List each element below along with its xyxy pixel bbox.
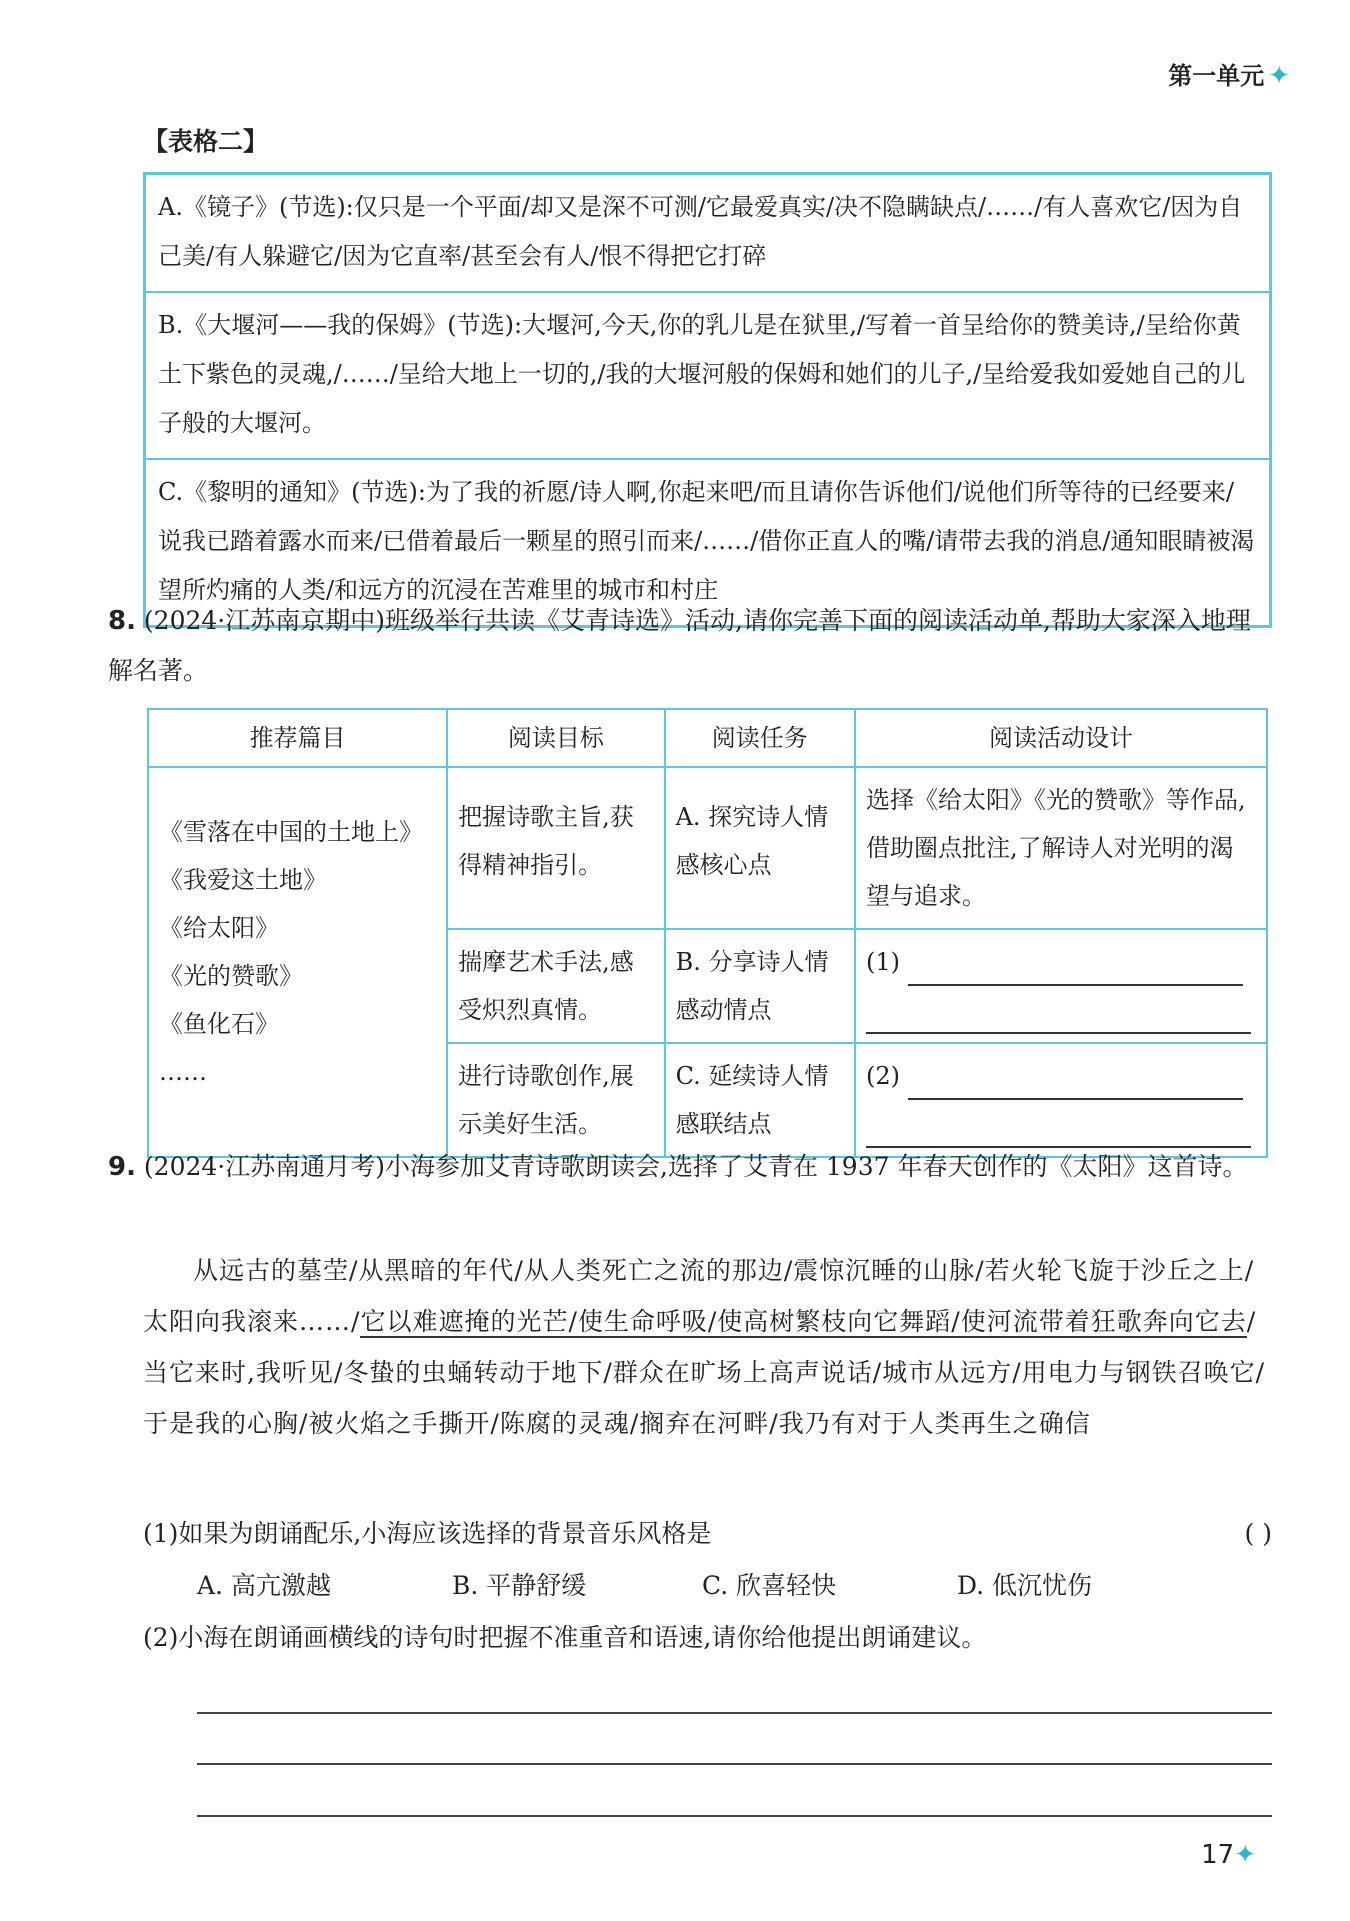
answer-parentheses[interactable]: ( ) [1244, 1519, 1272, 1548]
table2-row-c: C.《黎明的通知》(节选):为了我的祈愿/诗人啊,你起来吧/而且请你告诉他们/说他们所等待的已经要来/说我已踏着露水而来/已借着最后一颗星的照引而来/……/借你正直人的嘴/请带去我的消息/通知眼睛被渴望所灼痛的人类/和远方的沉浸在苦难里的城市和村庄 [158, 478, 1255, 604]
sub-question-1: (1)如果为朗诵配乐,小海应该选择的背景音乐风格是 ( ) [143, 1509, 1272, 1559]
task-cell: A. 探究诗人情感核心点 [665, 767, 855, 929]
option-d[interactable]: D. 低沉忧伤 [957, 1571, 1093, 1600]
title-item: 《我爱这土地》 [159, 866, 327, 894]
options-row [197, 1561, 1272, 1611]
poem-part: 从远古的墓茔/从黑暗的年代/从人类死亡之流的那边/震惊沉睡的山脉/若火轮飞旋于沙丘之上/太阳向我滚来……/ [143, 1256, 1255, 1336]
header-task: 阅读任务 [665, 709, 855, 767]
sub-question-2: (2)小海在朗诵画横线的诗句时把握不准重音和语速,请你给他提出朗诵建议。 [143, 1623, 987, 1652]
goal-cell: 揣摩艺术手法,感受炽烈真情。 [447, 929, 664, 1043]
question-9 [108, 1142, 1272, 1192]
blank-label: (1) [866, 948, 901, 976]
task-cell: B. 分享诗人情感动情点 [665, 929, 855, 1043]
task-cell: C. 延续诗人情感联结点 [665, 1043, 855, 1157]
answer-line[interactable] [197, 1712, 1272, 1714]
title-item: 《雪落在中国的土地上》 [159, 818, 423, 846]
design-cell [855, 929, 1267, 1043]
header-goal: 阅读目标 [447, 709, 664, 767]
question-8-text: (2024·江苏南京期中)班级举行共读《艾青诗选》活动,请你完善下面的阅读活动单,帮助大家深入地理解名著。 [108, 606, 1251, 685]
question-8-number: 8. [108, 606, 136, 636]
table2-row-a: A.《镜子》(节选):仅只是一个平面/却又是深不可测/它最爱真实/决不隐瞒缺点/……/有人喜欢它/因为自己美/有人躲避它/因为它直率/甚至会有人/恨不得把它打碎 [146, 175, 1269, 293]
title-item: 《鱼化石》 [159, 1010, 279, 1038]
table2-heading: 【表格二】 [143, 127, 269, 156]
option-a[interactable]: A. 高亢激越 [197, 1571, 331, 1600]
title-item: …… [159, 1058, 207, 1086]
design-cell: 选择《给太阳》《光的赞歌》等作品,借助圈点批注,了解诗人对光明的渴望与追求。 [855, 767, 1267, 929]
star-icon: ✦ [1234, 1840, 1256, 1870]
question-8 [108, 596, 1272, 696]
goal-cell: 把握诗歌主旨,获得精神指引。 [447, 767, 664, 929]
title-item: 《给太阳》 [159, 914, 279, 942]
title-item: 《光的赞歌》 [159, 962, 303, 990]
answer-blank[interactable] [866, 992, 1251, 1034]
answer-line[interactable] [197, 1763, 1272, 1765]
page-number: 17✦ [1201, 1840, 1256, 1870]
table2-row-b: B.《大堰河——我的保姆》(节选):大堰河,今天,你的乳儿是在狱里,/写着一首呈给你的赞美诗,/呈给你黄土下紫色的灵魂,/……/呈给大地上一切的,/我的大堰河般的保姆和她们的儿子,/呈给爱我如爱她自己的儿子般的大堰河。 [146, 293, 1269, 460]
design-cell [855, 1043, 1267, 1157]
star-icon: ✦ [1268, 61, 1290, 91]
option-b[interactable]: B. 平静舒缓 [452, 1571, 587, 1600]
underlined-lines: 它以难遮掩的光芒/使生命呼吸/使高树繁枝向它舞蹈/使河流带着狂歌奔向它去 [360, 1307, 1247, 1336]
recommended-titles [148, 767, 447, 1157]
header-design: 阅读活动设计 [855, 709, 1267, 767]
reading-activity-table [147, 708, 1268, 1158]
poem-part: /当它来时,我听见/冬蛰的虫蛹转动于地下/群众在旷场上高声说话/城市从远方/用电力与钢铁召唤它/于是我的心胸/被火焰之手撕开/陈腐的灵魂/搁弃在河畔/我乃有对于人类再生之确信 [143, 1307, 1266, 1438]
header-titles: 推荐篇目 [148, 709, 447, 767]
unit-label: 第一单元 ✦ [1168, 61, 1290, 91]
table-row [148, 767, 1267, 929]
table2-box [143, 172, 1272, 628]
answer-line[interactable] [197, 1815, 1272, 1817]
blank-label: (2) [866, 1062, 901, 1090]
question-9-number: 9. [108, 1152, 136, 1182]
goal-cell: 进行诗歌创作,展示美好生活。 [447, 1043, 664, 1157]
poem-excerpt [143, 1245, 1272, 1449]
table-header-row [148, 709, 1267, 767]
option-c[interactable]: C. 欣喜轻快 [702, 1571, 837, 1600]
question-9-text: (2024·江苏南通月考)小海参加艾青诗歌朗读会,选择了艾青在 1937 年春天创作的《太阳》这首诗。 [143, 1152, 1248, 1181]
